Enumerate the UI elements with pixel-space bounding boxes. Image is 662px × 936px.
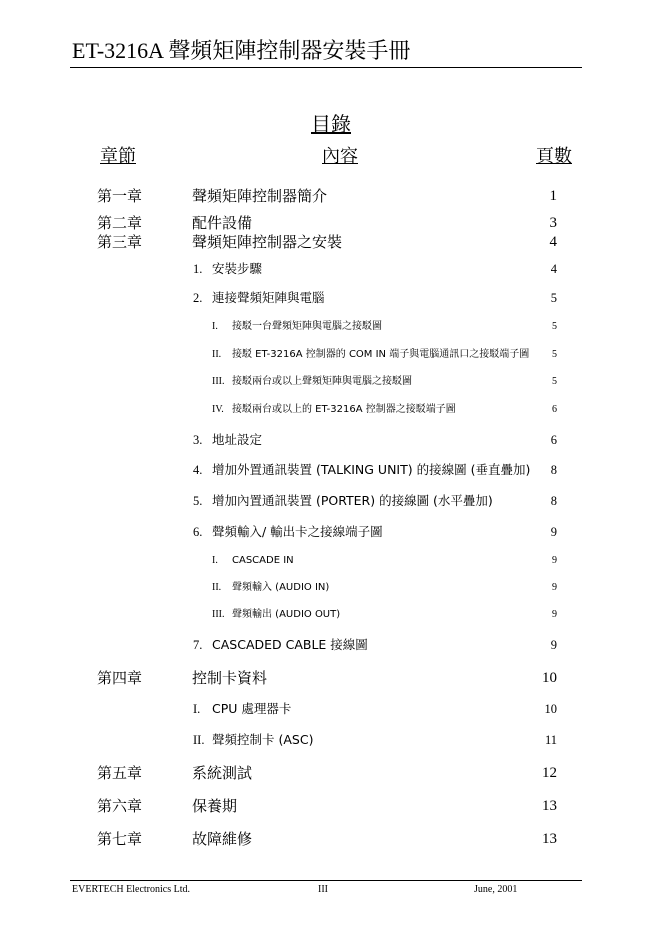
toc-entry	[0, 432, 662, 448]
toc-page-number: 12	[542, 765, 557, 781]
toc-entry-text	[193, 524, 383, 540]
toc-entry-title: 接駁一台聲頻矩陣與電腦之接駁圖	[232, 321, 382, 332]
toc-entry	[0, 261, 662, 277]
toc-entry-title: 控制卡資料	[192, 669, 268, 687]
toc-page-number: 6	[550, 433, 557, 447]
toc-entry-title: 系統測試	[192, 764, 253, 782]
toc-entry-text	[212, 581, 329, 594]
toc-page-number: 5	[552, 321, 557, 332]
toc-entry-number: II.	[212, 582, 222, 593]
toc-entry-number: 6.	[193, 525, 203, 539]
toc-entry-title: 增加外置通訊裝置 (TALKING UNIT) 的接線圖 (垂直疊加)	[212, 462, 531, 477]
toc-page-number: 9	[552, 555, 557, 566]
toc-title: 目錄	[311, 112, 351, 136]
footer-page-number: III	[318, 884, 328, 895]
toc-entry	[0, 701, 662, 717]
footer-date: June, 2001	[474, 884, 518, 895]
column-header-chapter: 章節	[100, 146, 136, 167]
toc-entry	[0, 830, 662, 848]
column-header-content: 內容	[322, 146, 358, 167]
toc-entry-number: I.	[193, 702, 201, 716]
toc-entry	[0, 462, 662, 478]
toc-page-number: 9	[552, 582, 557, 593]
toc-entry-text	[193, 290, 325, 306]
toc-entry	[0, 187, 662, 205]
toc-entry-number: III.	[212, 376, 225, 387]
toc-entry-title: 配件設備	[192, 214, 253, 232]
toc-entry-text	[192, 669, 267, 687]
toc-page-number: 11	[544, 733, 557, 747]
toc-entry-title: CASCADE IN	[232, 555, 294, 566]
toc-page-number: 1	[549, 188, 557, 204]
toc-entry-number: 1.	[193, 262, 203, 276]
toc-chapter-label: 第五章	[97, 764, 143, 782]
toc-entry-number: I.	[212, 555, 218, 566]
toc-entry-text	[212, 375, 412, 388]
footer-divider	[70, 880, 582, 881]
header-divider	[70, 67, 582, 68]
toc-entry	[0, 403, 662, 416]
toc-entry-text	[212, 608, 340, 621]
toc-entry-title: 聲頻矩陣控制器之安裝	[192, 233, 343, 251]
toc-page-number: 9	[550, 638, 557, 652]
toc-page-number: 5	[552, 349, 557, 360]
toc-entry-number: I.	[212, 321, 218, 332]
toc-entry	[0, 320, 662, 333]
toc-entry-title: 增加內置通訊裝置 (PORTER) 的接線圖 (水平疊加)	[212, 493, 493, 508]
toc-entry	[0, 233, 662, 251]
toc-entry-text	[212, 320, 382, 333]
toc-entry-title: 聲頻輸出 (AUDIO OUT)	[232, 609, 341, 620]
toc-chapter-label: 第六章	[97, 797, 143, 815]
toc-entry-number: IV.	[212, 404, 224, 415]
toc-entry	[0, 732, 662, 748]
toc-chapter-label: 第一章	[97, 187, 143, 205]
footer-company: EVERTECH Electronics Ltd.	[72, 884, 190, 895]
toc-entry-title: CPU 處理器卡	[212, 701, 292, 716]
toc-entry-title: 聲頻控制卡 (ASC)	[212, 732, 314, 747]
toc-entry	[0, 348, 662, 361]
toc-entry-number: 2.	[193, 291, 203, 305]
toc-page-number: 8	[550, 463, 557, 477]
toc-entry-title: 地址設定	[212, 432, 263, 447]
toc-page-number: 10	[544, 702, 557, 716]
toc-entry-title: 連接聲頻矩陣與電腦	[212, 290, 325, 305]
toc-entry-number: II.	[212, 349, 222, 360]
toc-entry-title: 接駁兩台或以上的 ET-3216A 控制器之接駁端子圖	[232, 404, 456, 415]
column-header-page: 頁數	[536, 146, 572, 167]
toc-entry-text	[193, 432, 262, 448]
toc-entry-text	[193, 493, 493, 509]
toc-entry-number: II.	[193, 733, 205, 747]
toc-entry	[0, 797, 662, 815]
toc-page-number: 9	[552, 609, 557, 620]
toc-entry	[0, 493, 662, 509]
toc-entry	[0, 764, 662, 782]
toc-entry-text	[193, 637, 368, 653]
toc-entry-title: 接駁兩台或以上聲頻矩陣與電腦之接駁圖	[232, 376, 412, 387]
toc-page-number: 6	[552, 404, 557, 415]
toc-entry-text	[193, 732, 313, 748]
toc-entry	[0, 290, 662, 306]
toc-entry	[0, 637, 662, 653]
toc-entry-text	[212, 554, 294, 567]
toc-page-number: 8	[550, 494, 557, 508]
toc-entry-text	[212, 348, 529, 361]
toc-entry	[0, 375, 662, 388]
toc-entry-title: 接駁 ET-3216A 控制器的 COM IN 端子與電腦通訊口之接駁端子圖	[232, 349, 530, 360]
toc-entry	[0, 554, 662, 567]
toc-entry-text	[192, 233, 342, 251]
toc-page-number: 13	[542, 831, 557, 847]
toc-entry-number: 3.	[193, 433, 203, 447]
toc-entry-number: 7.	[193, 638, 203, 652]
toc-entry-title: CASCADED CABLE 接線圖	[212, 637, 368, 652]
toc-entry-number: 4.	[193, 463, 203, 477]
toc-chapter-label: 第二章	[97, 214, 143, 232]
toc-entry	[0, 608, 662, 621]
toc-page-number: 5	[552, 376, 557, 387]
toc-page-number: 3	[549, 215, 557, 231]
toc-entry	[0, 524, 662, 540]
toc-entry-title: 聲頻輸入 (AUDIO IN)	[232, 582, 330, 593]
toc-entry-text	[193, 261, 262, 277]
toc-entry-text	[192, 764, 252, 782]
toc-entry-title: 聲頻矩陣控制器簡介	[192, 187, 328, 205]
toc-chapter-label: 第四章	[97, 669, 143, 687]
toc-entry-text	[212, 403, 456, 416]
toc-entry-title: 保養期	[192, 797, 238, 815]
toc-chapter-label: 第七章	[97, 830, 143, 848]
toc-page-number: 4	[549, 234, 557, 250]
toc-entry-number: 5.	[193, 494, 203, 508]
toc-entry-text	[192, 797, 237, 815]
toc-entry	[0, 669, 662, 687]
toc-page-number: 5	[550, 291, 557, 305]
document-title: ET-3216A 聲頻矩陣控制器安裝手冊	[72, 38, 411, 63]
toc-page-number: 13	[542, 798, 557, 814]
toc-entry	[0, 214, 662, 232]
toc-entry	[0, 581, 662, 594]
toc-entry-text	[192, 187, 327, 205]
toc-entry-number: III.	[212, 609, 225, 620]
toc-entry-title: 故障維修	[192, 830, 253, 848]
toc-entry-title: 安裝步驟	[212, 261, 263, 276]
toc-page-number: 9	[550, 525, 557, 539]
toc-entry-text	[192, 214, 252, 232]
toc-chapter-label: 第三章	[97, 233, 143, 251]
toc-page-number: 4	[550, 262, 557, 276]
toc-entry-text	[193, 701, 291, 717]
toc-entry-title: 聲頻輸入/ 輸出卡之接線端子圖	[212, 524, 383, 539]
toc-entry-text	[192, 830, 252, 848]
toc-entry-text	[193, 462, 530, 478]
toc-page-number: 10	[542, 670, 557, 686]
